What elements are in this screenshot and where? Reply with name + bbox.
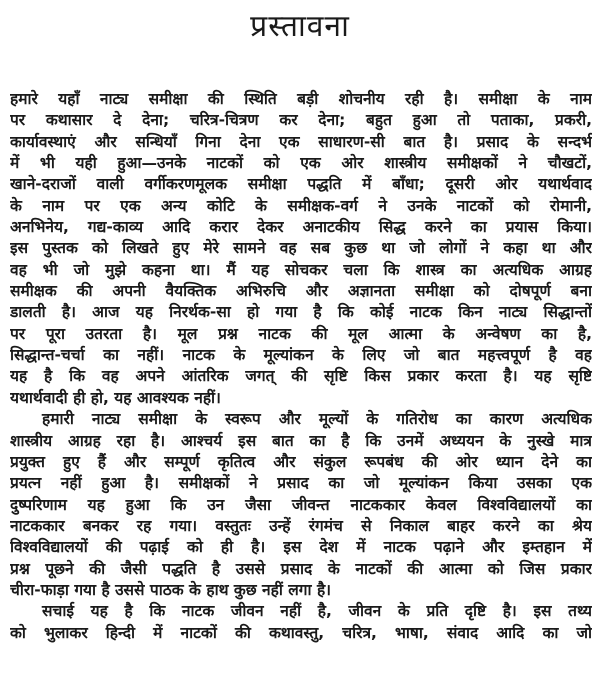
paragraph-1-line: समीक्षक की अपनी वैयक्तिक अभिरुचि और अज्ञानता समीक्षा को दोषपूर्ण बना bbox=[10, 282, 592, 301]
paragraph-1-line: पर कथासार दे देना; चरित्र-चित्रण कर देना; बहुत हुआ तो पताका, प्रकरी, bbox=[10, 111, 592, 130]
paragraph-2-line: प्रयुक्त हुए हैं और सम्पूर्ण कृतित्व और संकुल रूपबंध की ओर ध्यान देने का bbox=[10, 452, 592, 471]
paragraph-2-line: हमारी नाट्य समीक्षा के स्वरूप और मूल्यों के गतिरोध का कारण अत्यधिक bbox=[42, 410, 592, 429]
paragraph-1-line: यथार्थवादी ही हो, यह आवश्यक नहीं। bbox=[10, 388, 221, 407]
paragraph-1-line: डालती है। आज यह निरर्थक-सा हो गया है कि कोई नाटक किन नाट्य सिद्धान्तों bbox=[10, 303, 592, 322]
paragraph-1-line: के नाम पर एक अन्य कोटि के समीक्षक-वर्ग ने उनके नाटकों को रोमानी, bbox=[10, 196, 592, 215]
paragraph-3-line: सचाई यह है कि नाटक जीवन नहीं है, जीवन के प्रति दृष्टि है। इस तथ्य bbox=[42, 602, 592, 621]
paragraph-2-line: शास्त्रीय आग्रह रहा है। आश्चर्य इस बात का है कि उनमें अध्ययन के नुस्खे मात्र bbox=[10, 431, 592, 450]
page-title: प्रस्तावना bbox=[250, 9, 350, 44]
paragraph-2-line: विश्वविद्यालयों की पढ़ाई को ही है। इस देश में नाटक पढ़ाने और इम्तहान में bbox=[10, 538, 592, 557]
paragraph-1-line: कार्यावस्थाएं और सन्धियाँ गिना देना एक साधारण-सी बात है। प्रसाद के सन्दर्भ bbox=[10, 132, 592, 151]
paragraph-1-line: इस पुस्तक को लिखते हुए मेरे सामने वह सब कुछ था जो लोगों ने कहा था और bbox=[10, 239, 592, 258]
paragraph-1-line: खाने-दराजों वाली वर्गीकरणमूलक समीक्षा पद्धति में बाँधा; दूसरी ओर यथार्थवाद bbox=[10, 175, 592, 194]
paragraph-1-line: वह भी जो मुझे कहना था। मैं यह सोचकर चला कि शास्त्र का अत्यधिक आग्रह bbox=[10, 260, 592, 279]
paragraph-2-line: चीरा-फाड़ा गया है उससे पाठक के हाथ कुछ नहीं लगा है। bbox=[10, 580, 332, 599]
paragraph-2-line: प्रयत्न नहीं हुआ है। समीक्षकों ने प्रसाद का जो मूल्यांकन किया उसका एक bbox=[10, 474, 592, 493]
paragraph-2-line: प्रश्न पूछने की जैसी पद्धति है उससे प्रसाद के नाटकों की आत्मा को जिस प्रकार bbox=[10, 559, 592, 578]
paragraph-1-line: पर पूरा उतरता है। मूल प्रश्न नाटक की मूल आत्मा के अन्वेषण का है, bbox=[10, 324, 592, 343]
paragraph-1-line: हमारे यहाँ नाट्य समीक्षा की स्थिति बड़ी शोचनीय रही है। समीक्षा के नाम bbox=[10, 90, 592, 108]
document-body bbox=[10, 89, 592, 644]
paragraph-1-line: सिद्धान्त-चर्चा का नहीं। नाटक के मूल्यांकन के लिए जो बात महत्त्वपूर्ण है वह bbox=[10, 346, 592, 365]
paragraph-3-line: को भुलाकर हिन्दी में नाटकों की कथावस्तु, चरित्र, भाषा, संवाद आदि का जो bbox=[10, 623, 592, 642]
paragraph-1-line: में भी यही हुआ—उनके नाटकों को एक ओर शास्त्रीय समीक्षकों ने चौखटों, bbox=[10, 154, 592, 173]
paragraph-2-line: दुष्परिणाम यह हुआ कि उन जैसा जीवन्त नाटककार केवल विश्वविद्यालयों का bbox=[10, 495, 592, 514]
paragraph-1-line: अनभिनेय, गद्य-काव्य आदि करार देकर अनाटकीय सिद्ध करने का प्रयास किया। bbox=[10, 218, 592, 237]
paragraph-1-line: यह है कि वह अपने आंतरिक जगत् की सृष्टि किस प्रकार करता है। यह सृष्टि bbox=[10, 367, 592, 386]
paragraph-2-line: नाटककार बनकर रह गया। वस्तुतः उन्हें रंगमंच से निकाल बाहर करने का श्रेय bbox=[10, 516, 592, 535]
